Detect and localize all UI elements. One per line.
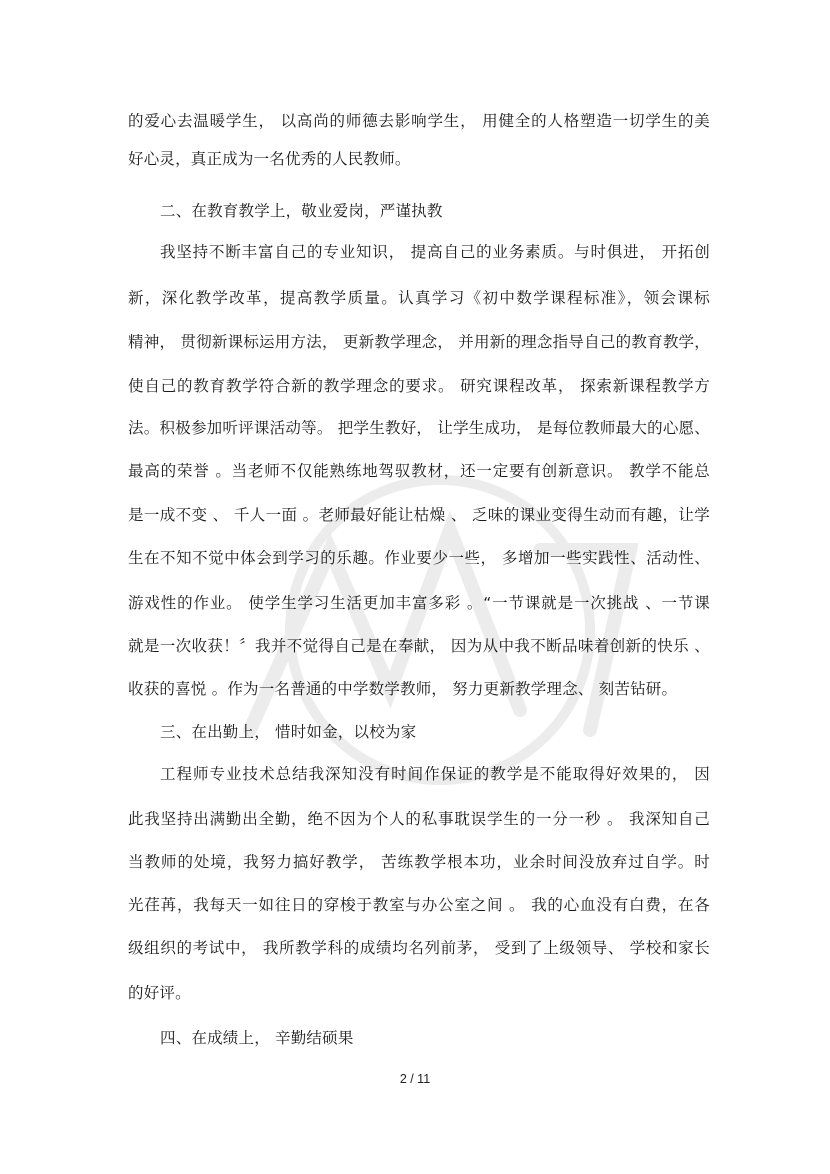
paragraph-line: 收获的喜悦 。作为一名普通的中学数学教师， 努力更新教学理念、 刻苦钻研。 (128, 680, 678, 698)
paragraph-line: 我坚持不断丰富自己的专业知识， 提高自己的业务素质。与时俱进， 开拓创 (160, 243, 710, 261)
paragraph-line: 使自己的教育教学符合新的教学理念的要求。 研究课程改革， 探索新课程教学方 (128, 377, 710, 395)
paragraph-line: 精神， 贯彻新课标运用方法， 更新教学理念， 并用新的理念指导自己的教育教学， (128, 333, 710, 351)
section-heading: 二、在教育教学上，敬业爱岗，严谨执教 (160, 202, 443, 220)
paragraph-line: 新，深化教学改革，提高教学质量。认真学习《初中数学课程标准》，领会课标 (128, 289, 710, 307)
paragraph-line: 生在不知不觉中体会到学习的乐趣。作业要少一些， 多增加一些实践性、活动性、 (128, 549, 710, 567)
paragraph-line: 级组织的考试中， 我所教学科的成绩均名列前茅， 受到了上级领导、 学校和家长 (128, 939, 710, 957)
paragraph-line: 光荏苒，我每天一如往日的穿梭于教室与办公室之间 。 我的心血没有白费，在各 (128, 896, 710, 914)
paragraph-line: 此我坚持出满勤出全勤，绝不因为个人的私事耽误学生的一分一秒 。 我深知自己 (128, 810, 710, 828)
section-heading: 三、在出勤上， 惜时如金，以校为家 (160, 723, 417, 741)
paragraph-line: 最高的荣誉 。当老师不仅能熟练地驾驭教材，还一定要有创新意识。 教学不能总 (128, 462, 710, 480)
page-number: 2 / 11 (399, 1072, 431, 1086)
paragraph-line: 的爱心去温暖学生， 以高尚的师德去影响学生， 用健全的人格塑造一切学生的美 (128, 112, 710, 130)
paragraph-line: 就是一次收获！〞我并不觉得自己是在奉献， 因为从中我不断品味着创新的快乐 、 (128, 637, 710, 655)
paragraph-line: 是一成不变 、 千人一面 。老师最好能让枯燥 、 乏味的课业变得生动而有趣，让学 (128, 506, 710, 524)
paragraph-line: 好心灵，真正成为一名优秀的人民教师。 (128, 150, 411, 168)
section-heading: 四、在成绩上， 辛勤结硕果 (160, 1029, 354, 1047)
paragraph-line: 法。积极参加听评课活动等。 把学生教好， 让学生成功， 是每位教师最大的心愿、 (128, 419, 710, 437)
paragraph-line: 游戏性的作业。 使学生学习生活更加丰富多彩 。“一节课就是一次挑战 、一节课 (128, 594, 710, 612)
paragraph-line: 工程师专业技术总结我深知没有时间作保证的教学是不能取得好效果的， 因 (160, 765, 710, 783)
paragraph-line: 当教师的处境，我努力搞好教学， 苦练教学根本功，业余时间没放弃过自学。时 (128, 853, 710, 871)
paragraph-line: 的好评。 (128, 984, 191, 1002)
